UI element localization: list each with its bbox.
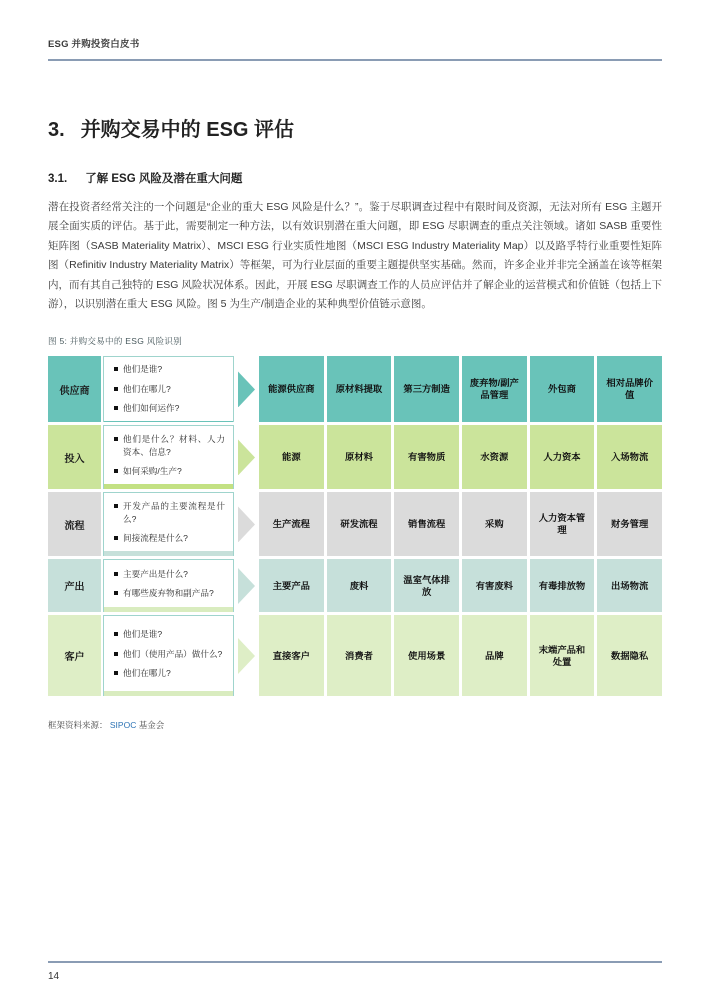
right-arrow-icon: [238, 371, 255, 407]
question-item: 他们在哪儿?: [114, 667, 225, 680]
question-box: [103, 492, 234, 556]
diagram-cell: 能源: [259, 425, 324, 489]
diagram-cell: 品牌: [462, 615, 527, 696]
row-label: 客户: [48, 615, 101, 696]
page-header: [48, 0, 662, 61]
page-number: 14: [48, 971, 60, 982]
question-item: 有哪些废弃物和副产品?: [114, 587, 225, 600]
section-heading: [48, 113, 662, 142]
question-box-bar: [104, 607, 233, 612]
right-arrow-icon: [238, 439, 255, 475]
diagram-cell: 销售流程: [394, 492, 459, 556]
diagram-cell: 能源供应商: [259, 356, 324, 422]
question-box-bar: [104, 551, 233, 556]
question-item: 他们是什么？材料、人力资本、信息?: [114, 433, 225, 458]
row-cells: [259, 559, 662, 612]
diagram-cell: 有毒排放物: [530, 559, 595, 612]
question-box-bar: [104, 484, 233, 489]
subsection-heading: [48, 170, 662, 186]
row-label: 流程: [48, 492, 101, 556]
arrow-zone: [234, 615, 259, 696]
question-box: [103, 559, 234, 612]
question-item: 他们如何运作?: [114, 402, 225, 415]
section-number: 3.: [48, 119, 65, 141]
row-label: 投入: [48, 425, 101, 489]
row-label: 供应商: [48, 356, 101, 422]
diagram-cell: 研发流程: [327, 492, 392, 556]
diagram-cell: 废弃物/副产品管理: [462, 356, 527, 422]
diagram-cell: 相对品牌价值: [597, 356, 662, 422]
question-box: [103, 615, 234, 696]
question-item: 间接流程是什么?: [114, 532, 225, 545]
arrow-zone: [234, 425, 259, 489]
subsection-number: 3.1.: [48, 173, 68, 185]
right-arrow-icon: [238, 568, 255, 604]
question-item: 开发产品的主要流程是什么?: [114, 500, 225, 525]
diagram-cell: 原材料提取: [327, 356, 392, 422]
diagram-row-processes: [48, 492, 662, 556]
diagram-row-suppliers: [48, 356, 662, 422]
arrow-zone: [234, 559, 259, 612]
diagram-cell: 水资源: [462, 425, 527, 489]
diagram-cell: 数据隐私: [597, 615, 662, 696]
question-item: 他们是谁?: [114, 363, 225, 376]
figure-caption: 图 5: 并购交易中的 ESG 风险识别: [48, 336, 182, 347]
diagram-row-inputs: [48, 425, 662, 489]
right-arrow-icon: [238, 638, 255, 674]
arrow-zone: [234, 492, 259, 556]
diagram-cell: 采购: [462, 492, 527, 556]
question-box-bar: [104, 421, 233, 423]
source-suffix: 基金会: [138, 720, 165, 731]
question-item: 如何采购/生产?: [114, 465, 225, 478]
row-label: 产出: [48, 559, 101, 612]
row-cells: [259, 356, 662, 422]
diagram-cell: 入场物流: [597, 425, 662, 489]
diagram-cell: 有害物质: [394, 425, 459, 489]
question-box: [103, 356, 234, 422]
header-rule: [48, 59, 662, 61]
diagram-cell: 主要产品: [259, 559, 324, 612]
row-cells: [259, 492, 662, 556]
value-chain-diagram: [48, 356, 662, 696]
document-title: ESG 并购投资白皮书: [48, 39, 140, 50]
diagram-cell: 生产流程: [259, 492, 324, 556]
source-prefix: 框架资料来源：: [48, 720, 108, 731]
section-heading-text: 并购交易中的 ESG 评估: [80, 119, 295, 141]
question-box: [103, 425, 234, 489]
question-box-bar: [104, 691, 233, 696]
body-paragraph: 潜在投资者经常关注的一个问题是“企业的重大 ESG 风险是什么？”。鉴于尽职调查过程中有限时间及资源，无法对所有 ESG 主题开展全面实质的评估。基于此，需要制定一种方法，以有效识别潜在重大问题，即 ESG 尽职调查的重点关注领域。诸如 SASB 重要性矩阵图（SASB Materiality Matrix）、MSCI ESG 行业实质性地图（MSCI ESG Industry Materiality Map）以及路孚特行业重要性矩阵图（Refinitiv Industry Materiality Matrix）等框架，可为行业层面的重要主题提供坚实基础。然而，许多企业并非完全涵盖在该等框架内，而有其自己独特的 ESG 风险状况体系。因此，开展 ESG 尽职调查工作的人员应评估并了解企业的运营模式和价值链（包括上下游），以识别潜在重大 ESG 风险。图 5 为生产/制造企业的某种典型价值链示意图。: [48, 201, 662, 311]
diagram-cell: 人力资本: [530, 425, 595, 489]
footer-rule: [48, 961, 662, 963]
diagram-cell: 使用场景: [394, 615, 459, 696]
page-footer: [48, 961, 662, 982]
question-item: 他们是谁?: [114, 628, 225, 641]
diagram-cell: 出场物流: [597, 559, 662, 612]
diagram-cell: 有害废料: [462, 559, 527, 612]
diagram-cell: 第三方制造: [394, 356, 459, 422]
row-cells: [259, 425, 662, 489]
question-item: 主要产出是什么?: [114, 568, 225, 581]
sipoc-link[interactable]: SIPOC: [109, 720, 137, 731]
diagram-cell: 消费者: [327, 615, 392, 696]
diagram-cell: 温室气体排放: [394, 559, 459, 612]
diagram-cell: 人力资本管理: [530, 492, 595, 556]
right-arrow-icon: [238, 506, 255, 542]
diagram-cell: 末端产品和处置: [530, 615, 595, 696]
diagram-row-outputs: [48, 559, 662, 612]
subsection-heading-text: 了解 ESG 风险及潜在重大问题: [85, 173, 243, 185]
figure-source-note: [48, 719, 662, 731]
row-cells: [259, 615, 662, 696]
diagram-row-customers: [48, 615, 662, 696]
question-item: 他们（使用产品）做什么?: [114, 648, 225, 661]
diagram-cell: 原材料: [327, 425, 392, 489]
diagram-cell: 废料: [327, 559, 392, 612]
diagram-cell: 直接客户: [259, 615, 324, 696]
diagram-cell: 外包商: [530, 356, 595, 422]
question-item: 他们在哪儿?: [114, 383, 225, 396]
arrow-zone: [234, 356, 259, 422]
diagram-cell: 财务管理: [597, 492, 662, 556]
